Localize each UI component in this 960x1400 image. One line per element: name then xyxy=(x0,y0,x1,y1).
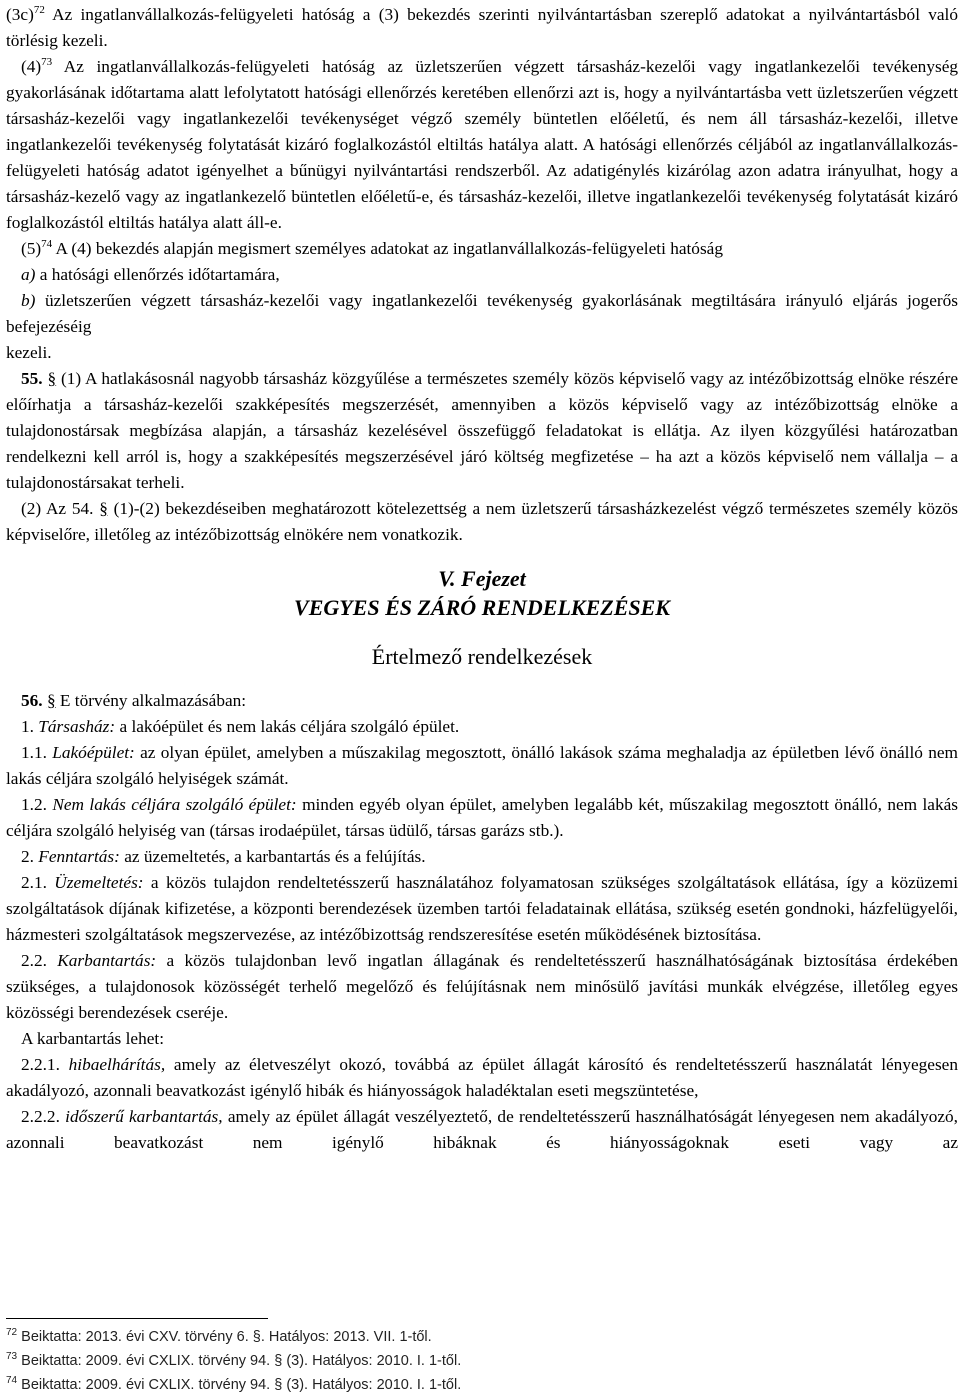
maintenance-lead: A karbantartás lehet: xyxy=(21,1029,164,1048)
section-56-intro: 56. § E törvény alkalmazásában: xyxy=(21,691,247,710)
footnote-73: $^{73}$ Beiktatta: 2009. évi CXLIX. törvény 94. § (3). Hatályos: 2010. I. 1-től. xyxy=(6,1351,462,1369)
definition-2: 2. Fenntartás: az üzemeltetés, a karbantartás és a felújítás. xyxy=(21,847,426,866)
chapter-number: V. Fejezet xyxy=(438,566,526,591)
section-subtitle: Értelmező rendelkezések xyxy=(371,644,593,669)
paragraph-3c: $(3c)^{72}$ Az ingatlanvállalkozás-felügyeleti hatóság a (3) bekezdés szerinti nyilvántartásban szereplő adatokat a nyilvántartásból való törlésig kezeli. xyxy=(6,4,958,50)
chapter-title: VEGYES ÉS ZÁRÓ RENDELKEZÉSEK xyxy=(294,595,670,620)
footnote-ref-73[interactable]: 73 xyxy=(41,56,53,68)
section-link[interactable]: § xyxy=(46,691,56,710)
paragraph-5: $(5)^{74}$ A (4) bekezdés alapján megismert személyes adatokat az ingatlanvállalkozás-felügyeleti hatóság xyxy=(21,238,723,258)
section-link[interactable]: § xyxy=(47,369,57,388)
paragraph-5b: b) üzletszerűen végzett társasház-kezelői vagy ingatlankezelői tevékenység gyakorlásának megtiltására irányuló eljárás jogerős befejezéséig xyxy=(6,291,958,336)
definition-1-2: 1.2. Nem lakás céljára szolgáló épület: minden egyéb olyan épület, amelyben legalább két, műszakilag megosztott önálló, nem lakás céljára szolgáló helyiség van (társas irodaépület, társas üdülő, társas garázs stb.). xyxy=(6,795,958,840)
footnote-74: $^{74}$ Beiktatta: 2009. évi CXLIX. törvény 94. § (3). Hatályos: 2010. I. 1-től. xyxy=(6,1375,462,1393)
document-page xyxy=(6,2,958,1156)
section-link[interactable]: § xyxy=(99,499,108,518)
section-55-1: 55. § (1) A hatlakásosnál nagyobb társasház közgyűlése a természetes személy közös képviselő vagy az intézőbizottság elnöke részére előírhatja a társasház-kezelői szakképesítés megszerzését, amennyiben a közös képviselő vagy az intézőbizottság elnöke a tulajdonostársak megbízása alapján, a társasház kezelésével összefüggő feladatokat is ellátja. Az ilyen közgyűlési határozatban rendelkezni kell arról is, hogy a szakképesítés megszerzésével járó költség megfizetése – ha azt a közös képviselő nem vállalja – a tulajdonostársakat terheli. xyxy=(6,369,959,492)
paragraph-5-end: kezeli. xyxy=(6,343,52,362)
definition-2-2-1: 2.2.1. hibaelhárítás, amely az életveszélyt okozó, továbbá az épület állagát károsító és rendeltetésszerű használatát lényegesen akadályozó, azonnali beavatkozást igénylő hibák és hiányosságok haladéktalan eseti megszüntetése, xyxy=(6,1055,958,1100)
definition-1-1: 1.1. Lakóépület: az olyan épület, amelyben a műszakilag megosztott, önálló lakások száma meghaladja az épületben lévő önálló nem lakás céljára szolgáló helyiségek számát. xyxy=(6,743,958,788)
definition-2-2: 2.2. Karbantartás: a közös tulajdonban levő ingatlan állagának és rendeltetésszerű használhatóságának biztosítása érdekében szükséges, a tulajdonosok közösségét terhelő megelőző és felújításnak nem minősülő javítási munkák elvégzése, illetőleg egyes közösségi berendezések cseréje. xyxy=(6,951,958,1022)
section-55-2: (2) Az 54. § (1)-(2) bekezdéseiben meghatározott kötelezettség a nem üzletszerű társasházkezelést végző természetes személy közös képviselőre, illetőleg az intézőbizottság elnökére nem vonatkozik. xyxy=(6,499,959,544)
definition-2-2-2: 2.2.2. időszerű karbantartás, amely az épület állagát veszélyeztető, de rendeltetésszerű használhatóságát lényegesen nem akadályozó, azonnali beavatkozást nem igénylő hibáknak és hiányosságoknak eseti vagy az xyxy=(6,1107,958,1152)
footnote-72: $^{72}$ Beiktatta: 2013. évi CXV. törvény 6. §. Hatályos: 2013. VII. 1-től. xyxy=(6,1327,432,1345)
definition-2-1: 2.1. Üzemeltetés: a közös tulajdon rendeltetésszerű használatához folyamatosan szükséges szolgáltatások ellátása, így a közüzemi szolgáltatások díjának kifizetése, a központi berendezések üzemben tartói feladatainak ellátása, szükség esetén gondnoki, házfelügyelői, házmesteri szolgáltatások megszervezése, az intézőbizottság rendszeresítése esetén működésének biztosítása. xyxy=(6,873,958,944)
footnote-separator xyxy=(6,1318,268,1319)
paragraph-4: $(4)^{73}$ Az ingatlanvállalkozás-felügyeleti hatóság az üzletszerűen végzett társasház-kezelői vagy ingatlankezelői tevékenység gyakorlásának időtartama alatt lefolytatott hatósági ellenőrzés keretében ellenőrzi azt is, hogy a nyilvántartásba vett üzletszerűen végzett társasház-kezelői vagy ingatlankezelői tevékenységet végző személy büntetlen előéletű, és nem áll társasház-kezelői, illetve ingatlankezelői tevékenység folytatását kizáró foglalkozástól eltiltás hatálya alatt. A hatósági ellenőrzés céljából az ingatlanvállalkozás-felügyeleti hatóság adatot igényelhet a bűnügyi nyilvántartási rendszerből. Az adatigénylés kizárólag azon adatra irányulhat, hogy a társasház-kezelő vagy az ingatlankezelő büntetlen előéletű-e, és társasház-kezelői, illetve ingatlankezelői tevékenység folytatását kizáró foglalkozástól eltiltás hatálya alatt áll-e. xyxy=(6,56,959,232)
footnote-ref-72[interactable]: 72 xyxy=(33,4,45,16)
definition-1: 1. Társasház: a lakóépület és nem lakás céljára szolgáló épület. xyxy=(21,717,460,736)
footnote-ref-74[interactable]: 74 xyxy=(41,238,53,250)
chapter-heading xyxy=(6,564,958,622)
paragraph-5a: a) a hatósági ellenőrzés időtartamára, xyxy=(21,265,280,284)
footnotes xyxy=(6,1325,946,1397)
